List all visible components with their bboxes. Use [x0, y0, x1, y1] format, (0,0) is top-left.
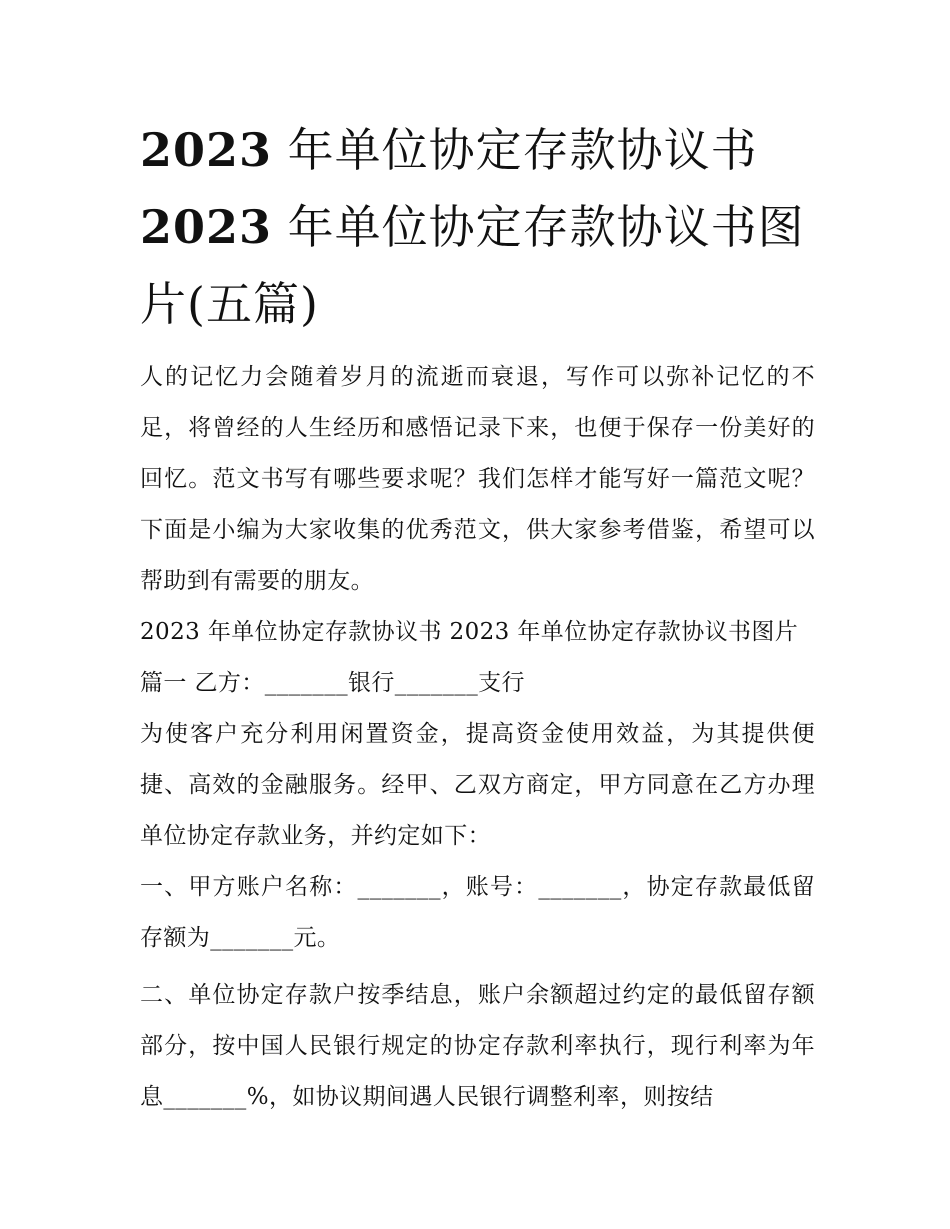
clause-two: 二、单位协定存款户按季结息，账户余额超过约定的最低留存额部分，按中国人民银行规定的协定存款利率执行，现行利率为年息_______%，如协议期间遇人民银行调整利率，则按结: [140, 982, 815, 1110]
subtitle-paragraph: 2023 年单位协定存款协议书 2023 年单位协定存款协议书图片: [140, 619, 799, 645]
intro-paragraph: 人的记忆力会随着岁月的流逝而衰退，写作可以弥补记忆的不足，将曾经的人生经历和感悟记录下来，也便于保存一份美好的回忆。范文书写有哪些要求呢？我们怎样才能写好一篇范文呢？下面是小编为大家收集的优秀范文，供大家参考借鉴，希望可以帮助到有需要的朋友。: [140, 364, 815, 594]
document-body: [140, 352, 815, 1123]
title-year-2: 2023: [140, 200, 273, 254]
document-title: [140, 112, 830, 343]
purpose-paragraph: 为使客户充分利用闲置资金，提高资金使用效益，为其提供便捷、高效的金融服务。经甲、乙双方商定，甲方同意在乙方办理单位协定存款业务，并约定如下：: [140, 721, 815, 849]
title-text-1: 年单位协定存款协议书: [272, 123, 758, 177]
party-b-line: 篇一 乙方：_______银行_______支行: [140, 670, 525, 696]
title-year-1: 2023: [140, 123, 273, 177]
clause-one: 一、甲方账户名称：_______，账号：_______，协定存款最低留存额为_______元。: [140, 874, 815, 951]
title-text-2: 年单位协定存款协议书图片(五篇): [140, 200, 805, 331]
